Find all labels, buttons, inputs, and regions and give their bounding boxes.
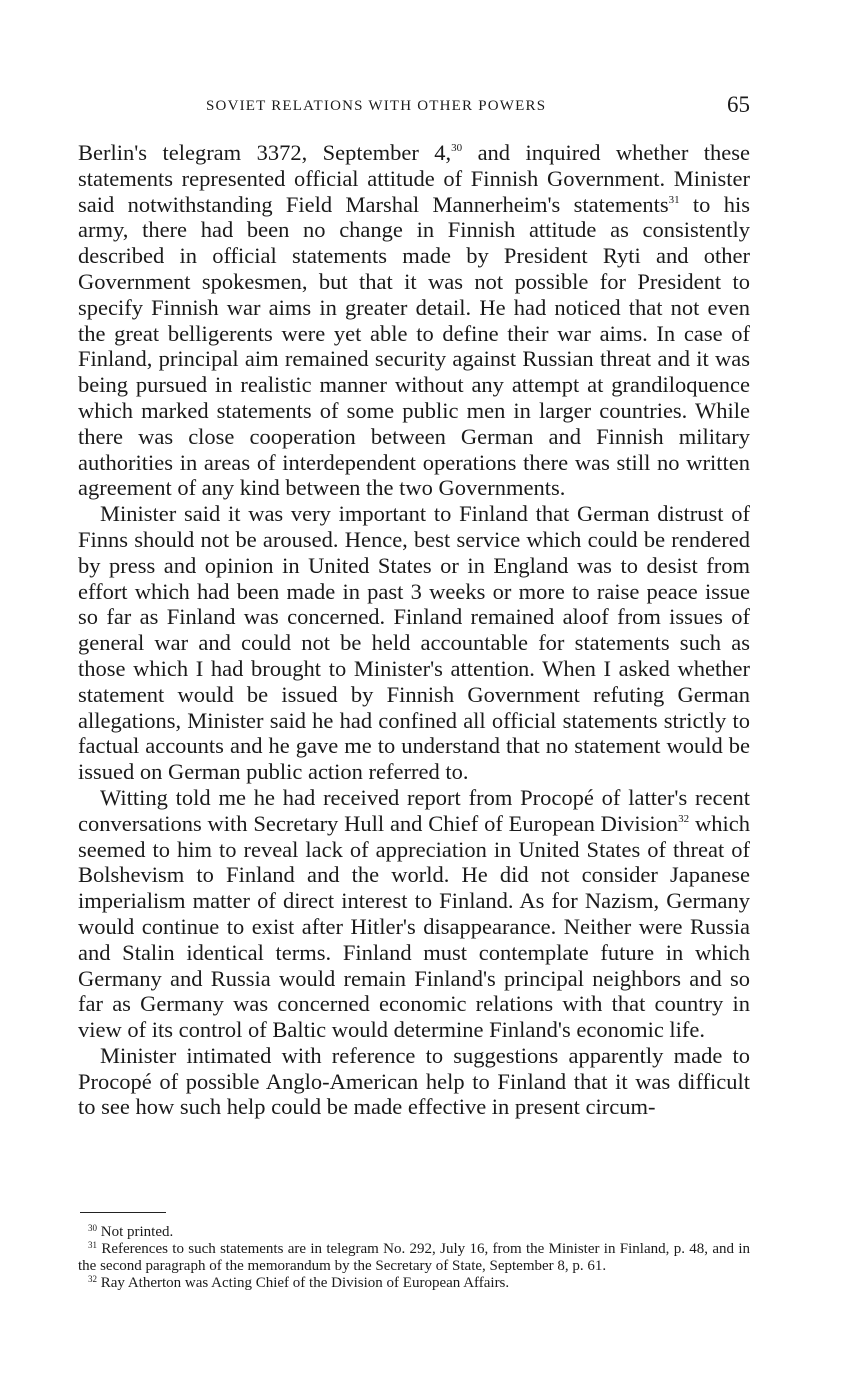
footnote-mark: 31 — [88, 1240, 97, 1250]
p1-text-2: and inquired whether these statements represented official attitude of Finnish Government. Minister said notwithstanding Field Marshal Mannerheim's statements — [78, 140, 750, 217]
footnote-mark: 30 — [88, 1223, 97, 1233]
running-title: SOVIET RELATIONS WITH OTHER POWERS — [206, 98, 547, 114]
p1-text-3: to his army, there had been no change in Finnish attitude as consistently described in official statements made by President Ryti and other Government spokesmen, but that it was not possible for President to specify Finnish war aims in greater detail. He had noticed that not even the great belligerents were yet able to define their war aims. In case of Finland, principal aim remained security against Russian threat and it was being pursued in realistic manner without any attempt at grandiloquence which marked statements of some public men in larger countries. While there was close cooperation between German and Finnish military authorities in areas of interdependent operations there was still no written agreement of any kind between the two Governments. — [78, 191, 750, 501]
footnote-mark: 32 — [88, 1274, 97, 1284]
footnote-text: References to such statements are in telegram No. 292, July 16, from the Minister in Finland, p. 48, and in the second paragraph of the memorandum by the Secretary of State, September 8, p. 61. — [78, 1241, 751, 1274]
footnote-30 — [78, 1224, 750, 1241]
paragraph-3 — [78, 785, 750, 1043]
footnote-ref-30: 30 — [451, 142, 463, 154]
p1-text-1: Berlin's telegram 3372, September 4, — [78, 140, 452, 165]
page-number: 65 — [727, 92, 750, 117]
paragraph-2: Minister said it was very important to Finland that German distrust of Finns should not be aroused. Hence, best service which could be rendered by press and opinion in United States or in England was to desist from effort which had been made in past 3 weeks or more to raise peace issue so far as Finland was concerned. Finland remained aloof from issues of general war and could not be held accountable for statements such as those which I had brought to Minister's attention. When I asked whether statement would be issued by Finnish Government refuting German allegations, Minister said he had confined all official statements strictly to factual accounts and he gave me to understand that no statement would be issued on German public action referred to. — [78, 501, 750, 785]
paragraph-1 — [78, 140, 750, 501]
footnote-ref-32: 32 — [678, 812, 690, 825]
footnote-31 — [78, 1241, 750, 1275]
running-header — [78, 92, 750, 122]
body-text — [78, 140, 750, 1120]
footnotes — [78, 1224, 750, 1292]
footnote-text: Ray Atherton was Acting Chief of the Division of European Affairs. — [100, 1275, 510, 1291]
footnote-32 — [78, 1275, 750, 1292]
p3-text-1: Witting told me he had received report from Procopé of latter's recent conversations with Secretary Hull and Chief of European Division — [78, 784, 750, 836]
p3-text-2: which seemed to him to reveal lack of appreciation in United States of threat of Bolshevism to Finland and the world. He did not consider Japanese imperialism matter of direct interest to Finland. As for Nazism, Germany would continue to exist after Hitler's disappearance. Neither were Russia and Stalin identical terms. Finland must contemplate future in which Germany and Russia would remain Finland's principal neighbors and so far as Germany was concerned economic relations with that country in view of its control of Baltic would determine Finland's economic life. — [78, 810, 750, 1043]
footnote-text: Not printed. — [100, 1224, 174, 1240]
paragraph-4: Minister intimated with reference to suggestions apparently made to Procopé of possible Anglo-American help to Finland that it was difficult to see how such help could be made effective in present circum- — [78, 1042, 750, 1120]
footnote-ref-31: 31 — [668, 193, 680, 206]
footnote-divider — [80, 1212, 166, 1213]
